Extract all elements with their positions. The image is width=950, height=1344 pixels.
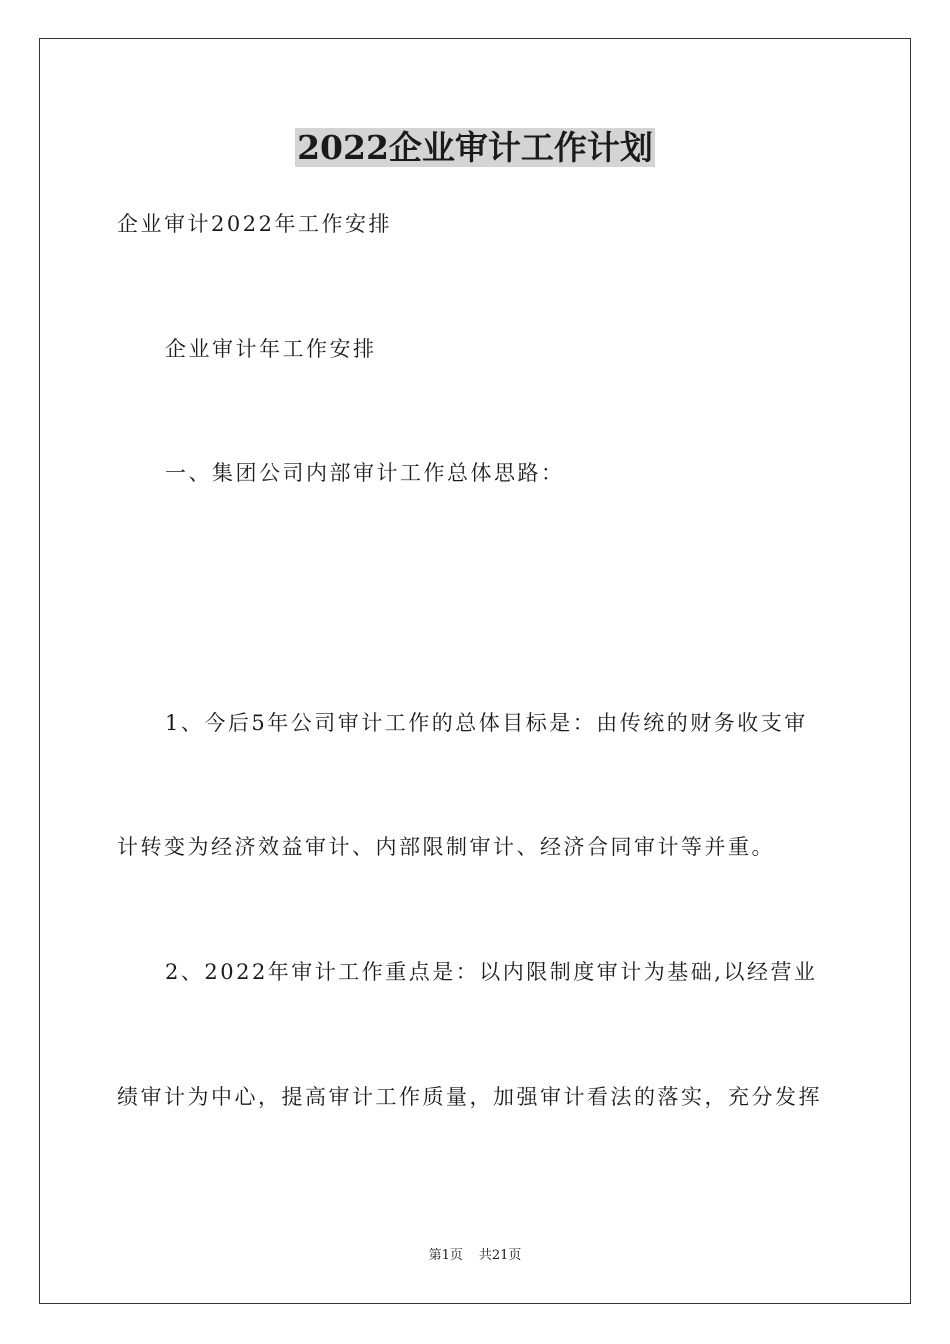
page-footer: [0, 1247, 950, 1265]
paragraph-item-two-line-two: 绩审计为中心，提高审计工作质量，加强审计看法的落实，充分发挥: [117, 1085, 822, 1109]
paragraph-item-two-line-one: 2、2022年审计工作重点是：以内限制度审计为基础,以经营业: [165, 960, 818, 984]
document-title: [0, 128, 950, 168]
page-total: 共21页: [478, 1248, 522, 1263]
paragraph-section-one: 一、集团公司内部审计工作总体思路：: [165, 461, 565, 485]
paragraph-subtitle: 企业审计2022年工作安排: [117, 212, 392, 236]
paragraph-item-one-line-two: 计转变为经济效益审计、内部限制审计、经济合同审计等并重。: [117, 835, 775, 859]
paragraph-item-one-line-one: 1、今后5年公司审计工作的总体目标是：由传统的财务收支审: [165, 711, 808, 735]
page-number: 第1页: [428, 1248, 463, 1263]
document-title-text: 2022企业审计工作计划: [297, 128, 653, 167]
paragraph-heading: 企业审计年工作安排: [165, 337, 377, 361]
